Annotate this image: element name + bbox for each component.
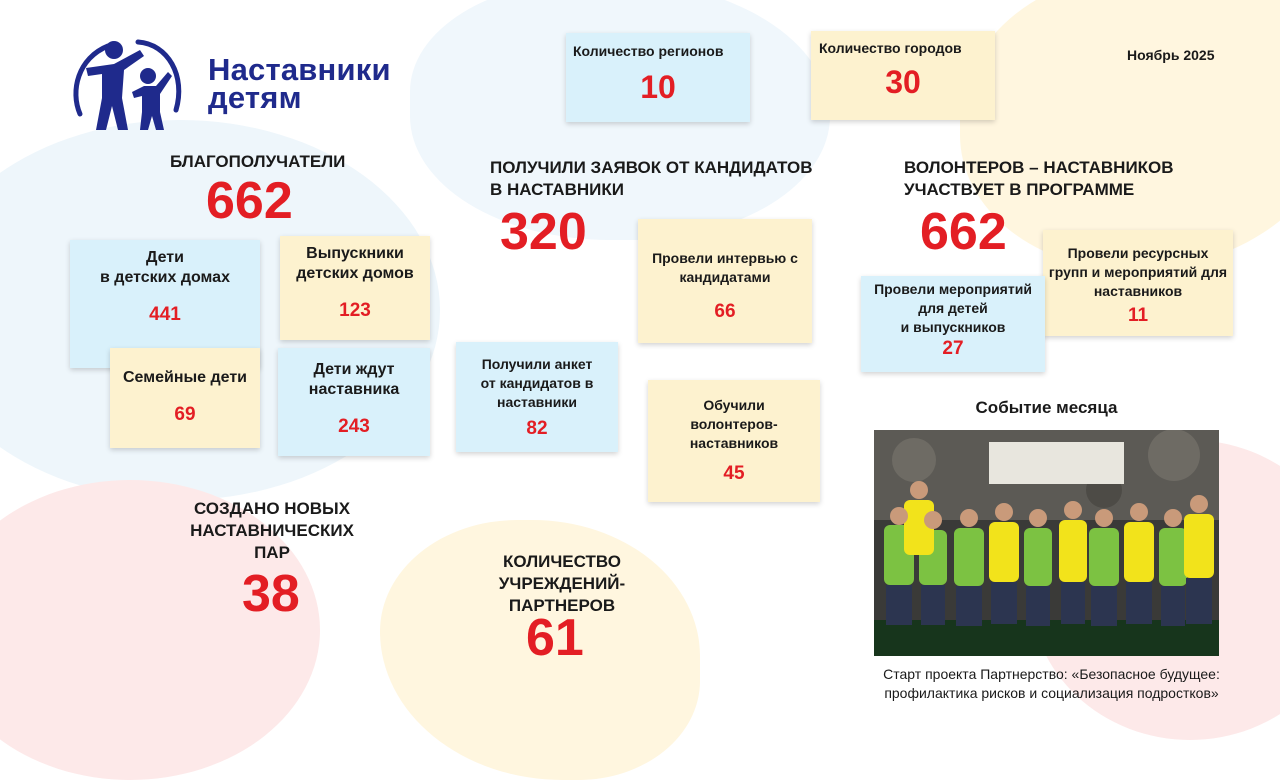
heading-line: КОЛИЧЕСТВО УЧРЕЖДЕНИЙ- [498, 552, 626, 593]
resource-groups-card [1043, 230, 1233, 336]
event-photo [874, 430, 1219, 656]
card-label: Количество городов [819, 40, 962, 56]
card-label: Дети [146, 249, 184, 266]
card-value: 123 [339, 300, 371, 321]
logo-line: детям [208, 80, 302, 115]
card-label: в детских домах [100, 269, 230, 286]
card-label: групп и мероприятий для [1048, 264, 1228, 280]
logo-line: Наставники [208, 52, 391, 87]
card-label: наставники [497, 394, 577, 410]
pairs-total: 38 [242, 565, 300, 623]
event-caption [864, 665, 1239, 703]
event-heading: Событие месяца [975, 398, 1118, 417]
heading-line: ПОЛУЧИЛИ ЗАЯВОК ОТ КАНДИДАТОВ [490, 158, 813, 177]
logo-text [208, 52, 391, 115]
family-children-card [110, 348, 260, 448]
report-date: Ноябрь 2025 [1127, 47, 1215, 63]
card-label: и выпускников [900, 319, 1006, 335]
card-label: от кандидатов в [480, 375, 594, 391]
card-label: Обучили [703, 397, 765, 413]
event-photo-illustration [874, 430, 1219, 656]
card-value: 11 [1127, 305, 1149, 326]
card-value: 66 [714, 301, 736, 322]
applications-total: 320 [500, 203, 587, 261]
logo-icon [68, 36, 188, 136]
card-label: Получили анкет [481, 356, 593, 372]
card-label: детских домов [296, 265, 414, 282]
card-label: наставников [689, 435, 779, 451]
card-label: Количество регионов [573, 43, 724, 59]
card-value: 10 [640, 69, 676, 105]
caption-line: Старт проекта Партнерство: «Безопасное будущее: [883, 666, 1220, 682]
card-value: 30 [885, 64, 921, 100]
beneficiaries-total: 662 [206, 172, 293, 230]
card-value: 243 [338, 416, 370, 437]
applications-heading [490, 157, 812, 201]
heading-line: ПАРТНЕРОВ [508, 596, 616, 615]
heading-line: В НАСТАВНИКИ [490, 180, 624, 199]
card-value: 45 [723, 463, 745, 484]
interviews-card [638, 219, 812, 343]
cities-card [811, 31, 995, 120]
waiting-children-card [278, 348, 430, 456]
card-label: кандидатами [679, 269, 771, 285]
card-label: Выпускники [306, 245, 404, 262]
volunteers-heading [904, 157, 1174, 201]
card-value: 27 [942, 338, 964, 359]
caption-line: профилактика рисков и социализация подростков» [884, 685, 1219, 701]
graduates-card [280, 236, 430, 340]
volunteers-total: 662 [920, 203, 1007, 261]
heading-line: НАСТАВНИЧЕСКИХ ПАР [190, 521, 354, 562]
card-label: Провели ресурсных [1067, 245, 1209, 261]
partners-heading [440, 551, 684, 617]
heading-line: ВОЛОНТЕРОВ – НАСТАВНИКОВ [904, 158, 1174, 177]
trained-volunteers-card [648, 380, 820, 502]
beneficiaries-heading: БЛАГОПОЛУЧАТЕЛИ [170, 152, 346, 171]
card-value: 441 [149, 304, 181, 325]
card-label: наставников [1093, 283, 1183, 299]
partners-total: 61 [526, 609, 584, 667]
card-label: Провели мероприятий [874, 281, 1032, 297]
card-value: 69 [174, 404, 196, 425]
heading-line: УЧАСТВУЕТ В ПРОГРАММЕ [904, 180, 1135, 199]
card-label: для детей [918, 300, 988, 316]
card-label: волонтеров- [690, 416, 778, 432]
events-card [861, 276, 1045, 372]
card-label: Семейные дети [123, 369, 247, 386]
pairs-heading [176, 498, 368, 564]
card-label: Дети ждут [313, 361, 395, 378]
card-label: Провели интервью с [652, 250, 798, 266]
card-value: 82 [526, 418, 548, 439]
questionnaires-card [456, 342, 618, 452]
card-label: наставника [308, 381, 400, 398]
heading-line: СОЗДАНО НОВЫХ [193, 499, 351, 518]
regions-card [566, 33, 750, 122]
